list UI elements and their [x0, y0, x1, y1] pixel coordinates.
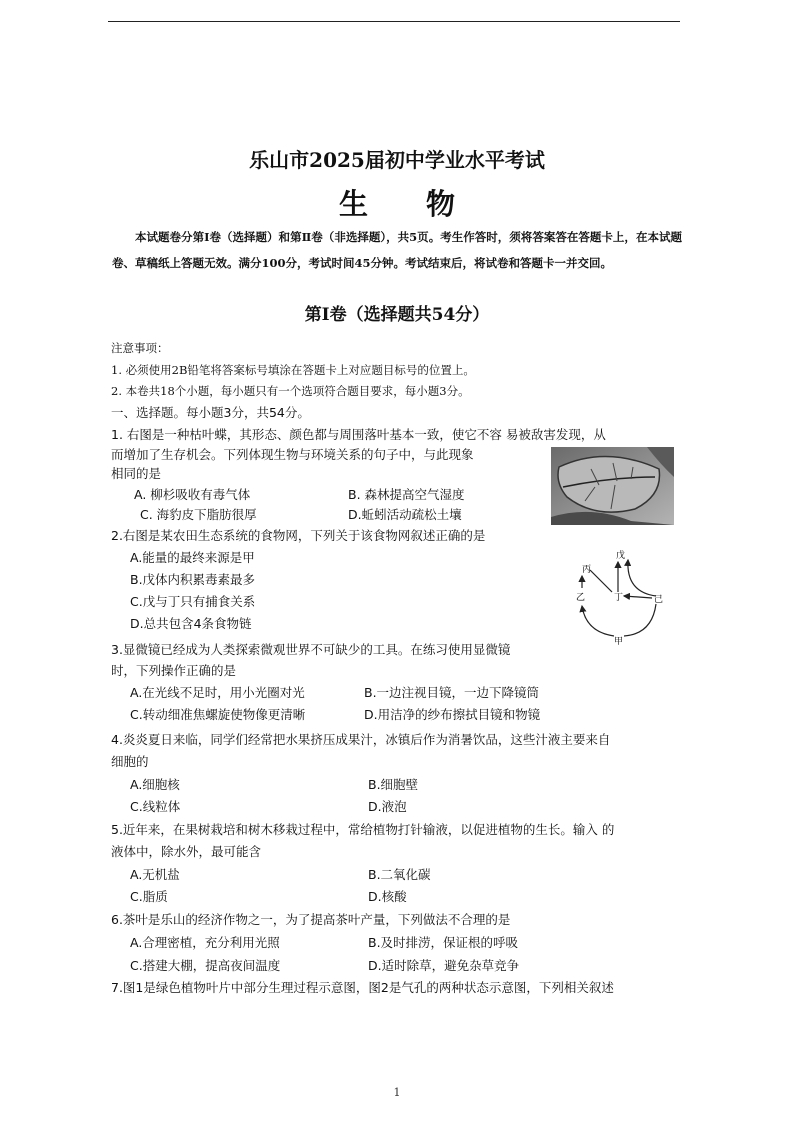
note-2: 2. 本卷共18个小题，每小题只有一个选项符合题目要求，每小题3分。 — [111, 384, 470, 398]
section-title: 第Ⅰ卷（选择题共54分） — [304, 305, 490, 325]
q5-option-a: A.无机盐 — [130, 867, 180, 882]
exam-instructions: 本试题卷分第Ⅰ卷（选择题）和第Ⅱ卷（非选择题），共5页。考生作答时，须将答案答在答题卡上，在本试题卷、草稿纸上答题无效。满分100分，考试时间45分钟。考试结束后，将试卷和答题卡一并交回。 — [112, 230, 682, 270]
butterfly-photo — [551, 447, 674, 525]
q3-stem-line1: 3.显微镜已经成为人类探索微观世界不可缺少的工具。在练习使用显微镜 — [111, 642, 511, 657]
q4-option-b: B.细胞壁 — [368, 777, 419, 792]
q5-option-c: C.脂质 — [130, 889, 168, 904]
q3-stem-line2: 时，下列操作正确的是 — [111, 663, 237, 678]
q1-option-c: C. 海豹皮下脂肪很厚 — [140, 507, 257, 522]
q6-option-a: A.合理密植，充分利用光照 — [130, 935, 280, 950]
q1-option-d: D.蚯蚓活动疏松土壤 — [348, 507, 462, 522]
q6-stem: 6.茶叶是乐山的经济作物之一，为了提高茶叶产量，下列做法不合理的是 — [111, 912, 511, 927]
q3-option-c: C.转动细准焦螺旋使物像更清晰 — [130, 707, 306, 722]
q5-option-b: B.二氧化碳 — [368, 867, 431, 882]
q1-stem-line3: 相同的是 — [111, 466, 162, 481]
q6-option-b: B.及时排涝，保证根的呼吸 — [368, 935, 519, 950]
subject-title: 生 物 — [338, 187, 480, 221]
note-1: 1. 必须使用2B铅笔将答案标号填涂在答题卡上对应题目标号的位置上。 — [111, 363, 475, 377]
q5-stem-line2: 液体中，除水外，最可能含 — [111, 844, 262, 859]
q4-stem-line1: 4.炎炎夏日来临，同学们经常把水果挤压成果汁，冰镇后作为消暑饮品，这些汁液主要来自 — [111, 732, 611, 747]
q7-stem: 7.图1是绿色植物叶片中部分生理过程示意图，图2是气孔的两种状态示意图，下列相关叙述 — [111, 980, 614, 995]
q2-option-a: A.能量的最终来源是甲 — [130, 550, 255, 565]
q2-option-b: B.戊体内积累毒素最多 — [130, 572, 256, 587]
notes-label: 注意事项： — [111, 341, 169, 355]
q2-option-d: D.总共包含4条食物链 — [130, 616, 252, 631]
q3-option-a: A.在光线不足时，用小光圈对光 — [130, 685, 305, 700]
food-web-diagram — [570, 548, 680, 648]
q5-stem-line1: 5.近年来，在果树栽培和树木移栽过程中，常给植物打针输液，以促进植物的生长。输入 的 — [111, 822, 615, 837]
q2-option-c: C.戊与丁只有捕食关系 — [130, 594, 256, 609]
q4-option-a: A.细胞核 — [130, 777, 180, 792]
q6-option-d: D.适时除草，避免杂草竞争 — [368, 958, 520, 973]
q3-option-d: D.用洁净的纱布擦拭目镜和物镜 — [364, 707, 541, 722]
q1-option-b: B. 森林提高空气湿度 — [348, 487, 465, 502]
label-yi: 乙 — [576, 593, 586, 603]
q1-stem-line2: 而增加了生存机会。下列体现生物与环境关系的句子中，与此现象 — [111, 447, 474, 462]
header-rule — [108, 21, 680, 22]
label-jia: 甲 — [614, 637, 624, 647]
q5-option-d: D.核酸 — [368, 889, 407, 904]
q1-option-a: A. 柳杉吸收有毒气体 — [134, 487, 251, 502]
part-heading: 一、选择题。每小题3分，共54分。 — [111, 405, 310, 420]
q2-stem: 2.右图是某农田生态系统的食物网，下列关于该食物网叙述正确的是 — [111, 528, 486, 543]
q1-stem-line1: 1. 右图是一种枯叶蝶，其形态、颜色都与周围落叶基本一致，使它不容 易被敌害发现，从 — [111, 427, 606, 442]
page-number: 1 — [393, 1086, 401, 1099]
q6-option-c: C.搭建大棚，提高夜间温度 — [130, 958, 281, 973]
exam-title: 乐山市2025届初中学业水平考试 — [249, 148, 545, 172]
label-bing: 丙 — [582, 565, 592, 575]
label-ji: 己 — [654, 595, 664, 605]
label-ding: 丁 — [614, 593, 624, 603]
label-wu: 戊 — [616, 551, 626, 561]
q3-option-b: B.一边注视目镜，一边下降镜筒 — [364, 685, 540, 700]
q4-option-c: C.线粒体 — [130, 799, 181, 814]
q4-stem-line2: 细胞的 — [111, 754, 149, 769]
q4-option-d: D.液泡 — [368, 799, 407, 814]
